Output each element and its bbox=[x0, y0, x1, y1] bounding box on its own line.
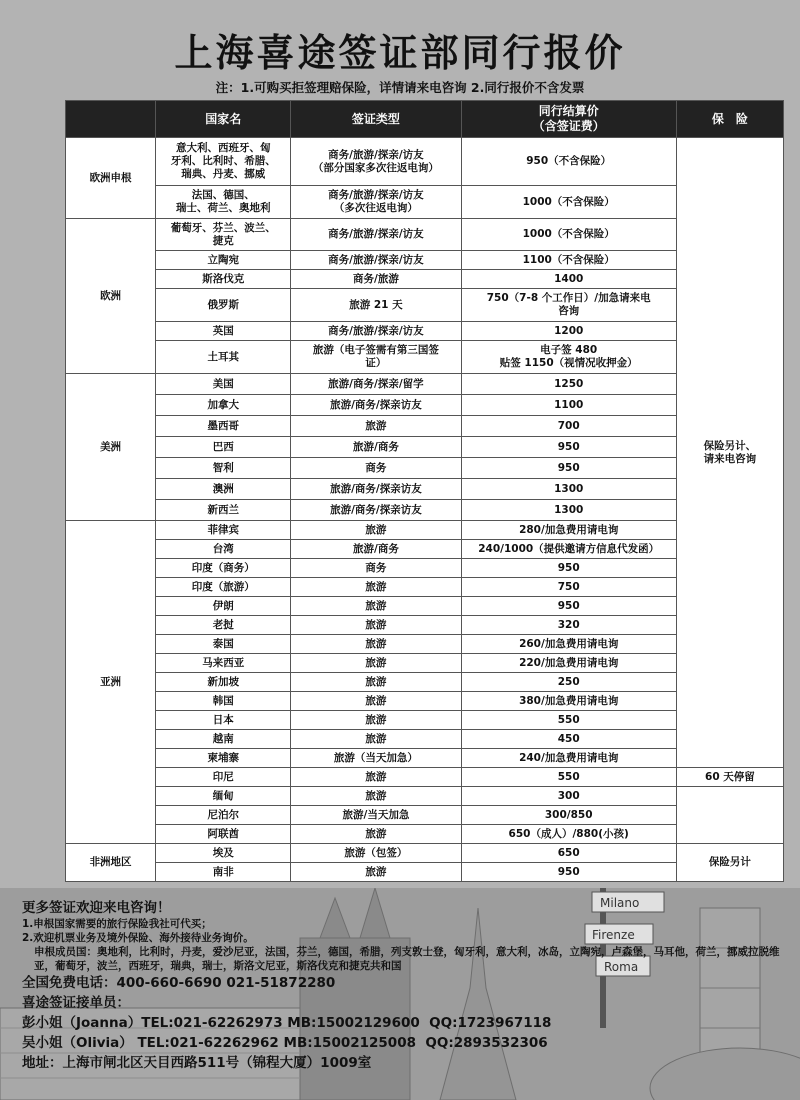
visa-type-cell: 旅游 bbox=[291, 616, 461, 635]
visa-type-cell: 商务 bbox=[291, 559, 461, 578]
footer-item-2: 2.欢迎机票业务及境外保险、海外接待业务询价。 bbox=[22, 931, 254, 944]
table-row bbox=[66, 437, 784, 458]
country-cell: 美国 bbox=[156, 374, 291, 395]
price-cell: 320 bbox=[461, 616, 676, 635]
table-row bbox=[66, 711, 784, 730]
visa-type-cell: 商务 bbox=[291, 458, 461, 479]
price-cell: 450 bbox=[461, 730, 676, 749]
visa-type-cell: 旅游 bbox=[291, 635, 461, 654]
table-row bbox=[66, 521, 784, 540]
footer-heading: 更多签证欢迎来电咨询！ bbox=[22, 900, 171, 916]
price-cell: 280/加急费用请电询 bbox=[461, 521, 676, 540]
price-cell: 240/1000（提供邀请方信息代发函） bbox=[461, 540, 676, 559]
table-row bbox=[66, 635, 784, 654]
table-row bbox=[66, 825, 784, 844]
country-cell: 埃及 bbox=[156, 844, 291, 863]
hotline: 全国免费电话：400-660-6690 021-51872280 bbox=[22, 975, 336, 991]
table-row bbox=[66, 138, 784, 186]
country-cell: 印尼 bbox=[156, 768, 291, 787]
table-row bbox=[66, 270, 784, 289]
price-cell: 220/加急费用请电询 bbox=[461, 654, 676, 673]
table-row bbox=[66, 251, 784, 270]
visa-type-cell: 商务/旅游/探亲/访友 bbox=[291, 322, 461, 341]
visa-type-cell: 旅游/商务/探亲/留学 bbox=[291, 374, 461, 395]
visa-type-cell: 旅游/商务/探亲访友 bbox=[291, 395, 461, 416]
table-row bbox=[66, 844, 784, 863]
country-cell: 日本 bbox=[156, 711, 291, 730]
table-row bbox=[66, 806, 784, 825]
page-title: 上海喜途签证部同行报价 bbox=[174, 31, 626, 75]
table-row bbox=[66, 500, 784, 521]
visa-type-cell: 旅游 bbox=[291, 578, 461, 597]
country-cell: 台湾 bbox=[156, 540, 291, 559]
table-row bbox=[66, 374, 784, 395]
header-insurance: 保 险 bbox=[676, 101, 783, 138]
country-cell: 印度（旅游） bbox=[156, 578, 291, 597]
table-row bbox=[66, 749, 784, 768]
sign-milano: Milano bbox=[600, 896, 640, 910]
page-note: 注：1.可购买拒签理赔保险，详情请来电咨询 2.同行报价不含发票 bbox=[215, 80, 585, 95]
country-cell: 印度（商务） bbox=[156, 559, 291, 578]
price-cell: 750 bbox=[461, 578, 676, 597]
table-row bbox=[66, 289, 784, 322]
price-table bbox=[65, 100, 784, 882]
price-cell: 550 bbox=[461, 768, 676, 787]
price-cell: 700 bbox=[461, 416, 676, 437]
price-cell: 650 bbox=[461, 844, 676, 863]
price-cell: 1000（不含保险） bbox=[461, 186, 676, 219]
header-price: 同行结算价 （含签证费） bbox=[461, 101, 676, 138]
price-cell: 550 bbox=[461, 711, 676, 730]
country-cell: 韩国 bbox=[156, 692, 291, 711]
visa-type-cell: 旅游 bbox=[291, 825, 461, 844]
price-cell: 950 bbox=[461, 559, 676, 578]
visa-type-cell: 旅游 bbox=[291, 416, 461, 437]
table-row bbox=[66, 540, 784, 559]
table-row bbox=[66, 787, 784, 806]
price-cell: 300 bbox=[461, 787, 676, 806]
visa-type-cell: 旅游 bbox=[291, 768, 461, 787]
country-cell: 老挝 bbox=[156, 616, 291, 635]
insurance-main: 保险另计、 请来电咨询 bbox=[676, 138, 783, 768]
price-cell: 1400 bbox=[461, 270, 676, 289]
country-cell: 南非 bbox=[156, 863, 291, 882]
visa-type-cell: 旅游 bbox=[291, 521, 461, 540]
region-asia: 亚洲 bbox=[66, 521, 156, 844]
country-cell: 法国、德国、 瑞士、荷兰、奥地利 bbox=[156, 186, 291, 219]
price-cell: 1000（不含保险） bbox=[461, 219, 676, 251]
visa-type-cell: 旅游 bbox=[291, 692, 461, 711]
visa-type-cell: 商务/旅游/探亲/访友 （部分国家多次往返电询） bbox=[291, 138, 461, 186]
visa-type-cell: 商务/旅游 bbox=[291, 270, 461, 289]
visa-type-cell: 旅游 bbox=[291, 597, 461, 616]
region-europe: 欧洲 bbox=[66, 219, 156, 374]
table-row bbox=[66, 341, 784, 374]
visa-type-cell: 旅游/商务 bbox=[291, 540, 461, 559]
visa-type-cell: 旅游/商务 bbox=[291, 437, 461, 458]
table-body bbox=[66, 138, 784, 882]
table-row bbox=[66, 578, 784, 597]
visa-type-cell: 旅游 bbox=[291, 863, 461, 882]
country-cell: 立陶宛 bbox=[156, 251, 291, 270]
table-row bbox=[66, 322, 784, 341]
header-visa-type: 签证类型 bbox=[291, 101, 461, 138]
sign-firenze: Firenze bbox=[592, 928, 635, 942]
price-cell: 950 bbox=[461, 437, 676, 458]
table-row bbox=[66, 458, 784, 479]
country-cell: 泰国 bbox=[156, 635, 291, 654]
visa-type-cell: 旅游/商务/探亲访友 bbox=[291, 500, 461, 521]
price-cell: 1100（不含保险） bbox=[461, 251, 676, 270]
visa-type-cell: 旅游（包签） bbox=[291, 844, 461, 863]
price-cell: 750（7-8 个工作日）/加急请来电 咨询 bbox=[461, 289, 676, 322]
table-row bbox=[66, 730, 784, 749]
country-cell: 英国 bbox=[156, 322, 291, 341]
agent-joanna: 彭小姐（Joanna）TEL:021-62262973 MB:15002129600 QQ:1723967118 bbox=[22, 1015, 552, 1031]
table-row bbox=[66, 559, 784, 578]
price-cell: 650（成人）/880(小孩) bbox=[461, 825, 676, 844]
country-cell: 尼泊尔 bbox=[156, 806, 291, 825]
visa-type-cell: 旅游 bbox=[291, 711, 461, 730]
table-row bbox=[66, 863, 784, 882]
country-cell: 马来西亚 bbox=[156, 654, 291, 673]
country-cell: 柬埔寨 bbox=[156, 749, 291, 768]
table-row bbox=[66, 673, 784, 692]
price-cell: 1300 bbox=[461, 500, 676, 521]
visa-type-cell: 旅游/商务/探亲访友 bbox=[291, 479, 461, 500]
region-americas: 美洲 bbox=[66, 374, 156, 521]
insurance-indonesia: 60 天停留 bbox=[676, 768, 783, 787]
insurance-blank bbox=[676, 787, 783, 844]
region-africa: 非洲地区 bbox=[66, 844, 156, 882]
price-cell: 380/加急费用请电询 bbox=[461, 692, 676, 711]
price-cell: 950 bbox=[461, 458, 676, 479]
visa-type-cell: 旅游 21 天 bbox=[291, 289, 461, 322]
country-cell: 巴西 bbox=[156, 437, 291, 458]
price-cell: 1200 bbox=[461, 322, 676, 341]
country-cell: 伊朗 bbox=[156, 597, 291, 616]
table-row bbox=[66, 219, 784, 251]
price-cell: 240/加急费用请电询 bbox=[461, 749, 676, 768]
table-row bbox=[66, 479, 784, 500]
visa-type-cell: 旅游（电子签需有第三国签 证） bbox=[291, 341, 461, 374]
visa-type-cell: 旅游/当天加急 bbox=[291, 806, 461, 825]
table-row bbox=[66, 768, 784, 787]
country-cell: 加拿大 bbox=[156, 395, 291, 416]
insurance-africa: 保险另计 bbox=[676, 844, 783, 882]
country-cell: 斯洛伐克 bbox=[156, 270, 291, 289]
table-row bbox=[66, 186, 784, 219]
price-cell: 950（不含保险） bbox=[461, 138, 676, 186]
country-cell: 新西兰 bbox=[156, 500, 291, 521]
visa-type-cell: 旅游 bbox=[291, 787, 461, 806]
header-region bbox=[66, 101, 156, 138]
country-cell: 缅甸 bbox=[156, 787, 291, 806]
agents-label: 喜途签证接单员： bbox=[22, 995, 130, 1011]
price-cell: 1250 bbox=[461, 374, 676, 395]
region-schengen: 欧洲申根 bbox=[66, 138, 156, 219]
country-cell: 智利 bbox=[156, 458, 291, 479]
price-cell: 1100 bbox=[461, 395, 676, 416]
visa-type-cell: 旅游 bbox=[291, 654, 461, 673]
visa-type-cell: 旅游（当天加急） bbox=[291, 749, 461, 768]
country-cell: 意大利、西班牙、匈 牙利、比利时、希腊、 瑞典、丹麦、挪威 bbox=[156, 138, 291, 186]
visa-type-cell: 旅游 bbox=[291, 730, 461, 749]
price-cell: 950 bbox=[461, 863, 676, 882]
address: 地址：上海市闸北区天目西路511号（锦程大厦）1009室 bbox=[22, 1055, 372, 1071]
table-row bbox=[66, 692, 784, 711]
country-cell: 墨西哥 bbox=[156, 416, 291, 437]
table-row bbox=[66, 416, 784, 437]
price-cell: 电子签 480 贴签 1150（视情况收押金） bbox=[461, 341, 676, 374]
visa-type-cell: 商务/旅游/探亲/访友 bbox=[291, 251, 461, 270]
header-country: 国家名 bbox=[156, 101, 291, 138]
country-cell: 俄罗斯 bbox=[156, 289, 291, 322]
footer bbox=[22, 896, 792, 1073]
visa-type-cell: 商务/旅游/探亲/访友 bbox=[291, 219, 461, 251]
country-cell: 澳洲 bbox=[156, 479, 291, 500]
country-cell: 土耳其 bbox=[156, 341, 291, 374]
table-header bbox=[66, 101, 784, 138]
price-cell: 260/加急费用请电询 bbox=[461, 635, 676, 654]
price-cell: 300/850 bbox=[461, 806, 676, 825]
agent-olivia: 吴小姐（Olivia） TEL:021-62262962 MB:15002125008 QQ:2893532306 bbox=[22, 1035, 548, 1051]
country-cell: 新加坡 bbox=[156, 673, 291, 692]
table-row bbox=[66, 616, 784, 635]
price-cell: 1300 bbox=[461, 479, 676, 500]
table-row bbox=[66, 654, 784, 673]
country-cell: 葡萄牙、芬兰、波兰、 捷克 bbox=[156, 219, 291, 251]
footer-item-1: 1.申根国家需要的旅行保险我社可代买； bbox=[22, 918, 212, 930]
table-row bbox=[66, 395, 784, 416]
country-cell: 阿联酋 bbox=[156, 825, 291, 844]
schengen-members: 申根成员国：奥地利，比利时，丹麦，爱沙尼亚，法国，芬兰，德国，希腊，列支敦士登，匈牙利，意大利，冰岛，立陶宛，卢森堡，马耳他，荷兰，挪威拉脱维亚，葡萄牙，波兰，西班牙，瑞典，瑞士，斯洛文尼亚，斯洛伐克和捷克共和国 bbox=[34, 946, 780, 972]
visa-type-cell: 商务/旅游/探亲/访友 （多次往返电询） bbox=[291, 186, 461, 219]
price-cell: 950 bbox=[461, 597, 676, 616]
visa-type-cell: 旅游 bbox=[291, 673, 461, 692]
table-row bbox=[66, 597, 784, 616]
country-cell: 菲律宾 bbox=[156, 521, 291, 540]
country-cell: 越南 bbox=[156, 730, 291, 749]
price-cell: 250 bbox=[461, 673, 676, 692]
sign-roma: Roma bbox=[604, 960, 639, 974]
